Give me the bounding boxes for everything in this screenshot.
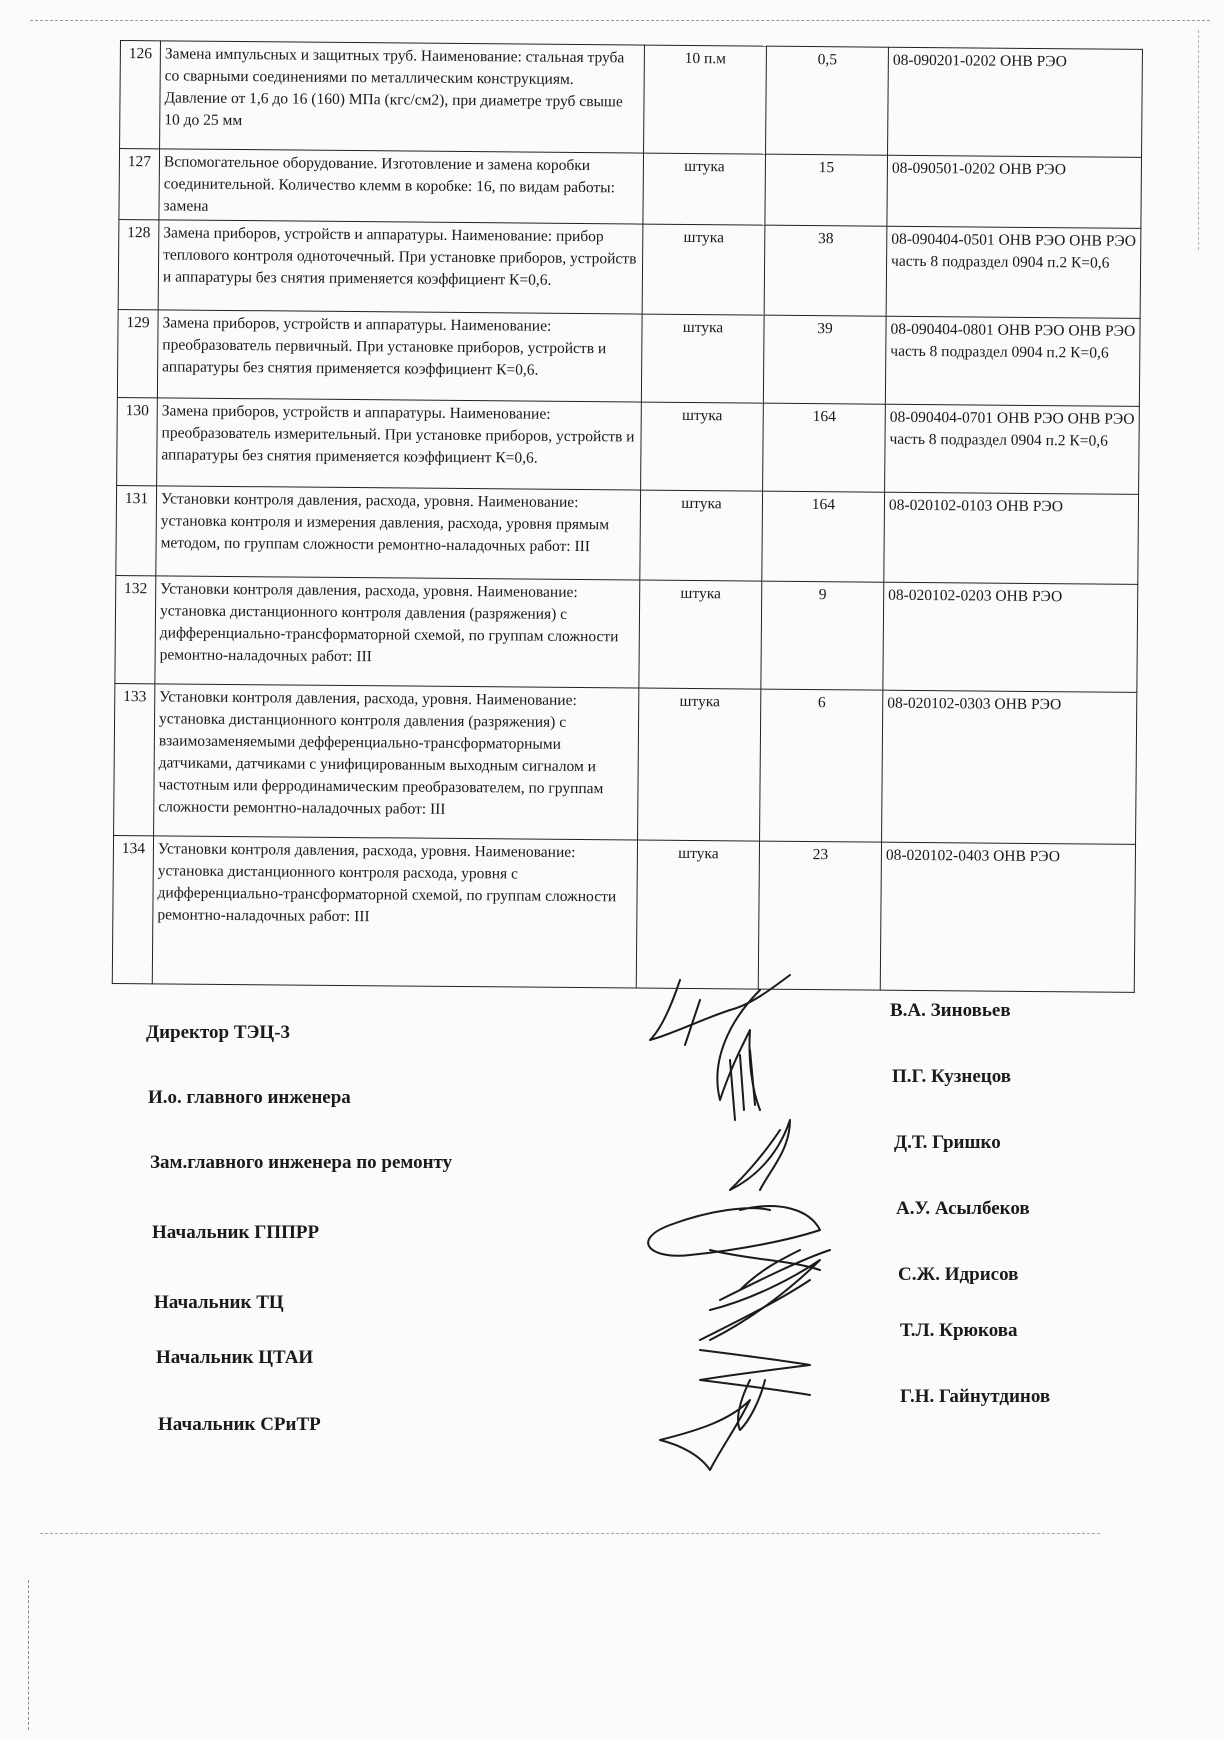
- work-unit: штука: [640, 490, 763, 581]
- table-row: [119, 149, 1142, 229]
- work-unit: штука: [641, 314, 764, 403]
- work-unit: 10 п.м: [644, 45, 767, 154]
- work-unit: штука: [639, 580, 762, 689]
- scan-border-bottom: [40, 1533, 1100, 1534]
- work-quantity: 15: [765, 154, 888, 226]
- table-row: [117, 309, 1140, 406]
- norm-code: 08-020102-0203 ОНВ РЭО: [883, 582, 1138, 692]
- role-head-sritr: Начальник СРиТР: [158, 1414, 321, 1435]
- norm-code: 08-020102-0303 ОНВ РЭО: [882, 690, 1137, 844]
- row-number: 131: [116, 485, 157, 575]
- handwritten-signatures-icon: [640, 960, 900, 1480]
- work-unit: штука: [643, 153, 766, 225]
- person-grishko: Д.Т. Гришко: [894, 1132, 1001, 1153]
- work-name: Замена приборов, устройств и аппаратуры. Наименование: прибор теплового контроля одноточечный. При установке приборов, устройств и аппаратуры без снятия применяется коэффициент К=0,6.: [158, 220, 643, 314]
- table-row: [115, 575, 1138, 692]
- work-quantity: 9: [761, 581, 884, 690]
- table-row: [117, 397, 1140, 494]
- norm-code: 08-090404-0701 ОНВ РЭО ОНВ РЭО часть 8 подраздел 0904 п.2 К=0,6: [885, 404, 1140, 494]
- person-kryukova: Т.Л. Крюкова: [900, 1320, 1018, 1341]
- role-director: Директор ТЭЦ-3: [146, 1022, 291, 1043]
- norm-code: 08-090404-0501 ОНВ РЭО ОНВ РЭО часть 8 подраздел 0904 п.2 К=0,6: [886, 226, 1141, 318]
- work-name: Установки контроля давления, расхода, уровня. Наименование: установка дистанционного контроля расхода, уровня с дифференциально-трансформаторной схемой, по группам сложности ремонтно-наладочных работ: III: [152, 836, 637, 988]
- work-unit: штука: [636, 840, 759, 989]
- person-gainutdinov: Г.Н. Гайнутдинов: [900, 1386, 1051, 1407]
- row-number: 132: [115, 575, 156, 683]
- work-name: Замена приборов, устройств и аппаратуры. Наименование: преобразователь измерительный. При установке приборов, устройств и аппаратуры без снятия применяется коэффициент К=0,6.: [157, 398, 642, 490]
- norm-code: 08-090501-0202 ОНВ РЭО: [887, 155, 1142, 228]
- work-name: Замена импульсных и защитных труб. Наименование: стальная труба со сварными соединениями по металлическим конструкциям. Давление от 1,6 до 16 (160) МПа (кгс/см2), при диаметре труб свыше 10 до 25 мм: [160, 41, 645, 153]
- work-name: Замена приборов, устройств и аппаратуры. Наименование: преобразователь первичный. При установке приборов, устройств и аппаратуры без снятия применяется коэффициент К=0,6.: [157, 310, 642, 402]
- norm-code: 08-090201-0202 ОНВ РЭО: [888, 47, 1143, 157]
- person-kuznetsov: П.Г. Кузнецов: [892, 1066, 1012, 1087]
- role-head-tc: Начальник ТЦ: [154, 1292, 284, 1313]
- work-quantity: 6: [760, 689, 883, 842]
- work-name: Установки контроля давления, расхода, уровня. Наименование: установка дистанционного контроля давления (разряжения) с взаимозаменяемыми дефференциально-трансформаторными датчиками, датчиками с унифицированным выходным сигналом и частотным или ферродинамическим преобразователем, по группам сложности ремонтно-наладочных работ: III: [154, 684, 639, 840]
- table-row: [116, 485, 1139, 584]
- works-table: [112, 40, 1143, 993]
- table-row: [118, 219, 1141, 318]
- person-asylbekov: А.У. Асылбеков: [896, 1198, 1030, 1219]
- row-number: 128: [118, 219, 159, 309]
- work-quantity: 164: [762, 491, 885, 582]
- role-acting-chief-engineer: И.о. главного инженера: [148, 1087, 351, 1108]
- work-quantity: 38: [764, 225, 887, 316]
- table-row: [120, 41, 1143, 158]
- work-quantity: 0,5: [766, 46, 889, 155]
- row-number: 126: [120, 41, 161, 149]
- row-number: 127: [119, 149, 160, 220]
- table-row: [112, 835, 1135, 992]
- work-quantity: 23: [758, 841, 881, 990]
- work-quantity: 39: [763, 315, 886, 404]
- work-unit: штука: [638, 688, 761, 841]
- norm-code: 08-020102-0103 ОНВ РЭО: [884, 492, 1139, 584]
- work-name: Установки контроля давления, расхода, уровня. Наименование: установка дистанционного контроля давления (разряжения) с дифференциально-трансформаторной схемой, по группам сложности ремонтно-наладочных работ: III: [155, 576, 640, 688]
- norm-code: 08-090404-0801 ОНВ РЭО ОНВ РЭО часть 8 подраздел 0904 п.2 К=0,6: [885, 316, 1140, 406]
- work-quantity: 164: [763, 403, 886, 492]
- role-head-gpprr: Начальник ГППРР: [152, 1222, 320, 1243]
- scan-border-left: [28, 1580, 29, 1730]
- scan-border-top: [30, 20, 1210, 21]
- row-number: 129: [117, 309, 158, 397]
- role-deputy-chief-engineer: Зам.главного инженера по ремонту: [150, 1152, 453, 1173]
- work-unit: штука: [641, 402, 764, 491]
- norm-code: 08-020102-0403 ОНВ РЭО: [880, 842, 1135, 992]
- row-number: 130: [117, 397, 158, 485]
- person-idrisov: С.Ж. Идрисов: [898, 1264, 1019, 1285]
- role-head-ctai: Начальник ЦТАИ: [156, 1347, 314, 1368]
- work-name: Вспомогательное оборудование. Изготовление и замена коробки соединительной. Количество клемм в коробке: 16, по видам работы: замена: [159, 149, 644, 224]
- person-zinovyev: В.А. Зиновьев: [890, 1000, 1011, 1021]
- work-name: Установки контроля давления, расхода, уровня. Наименование: установка контроля и измерения давления, расхода, уровня прямым методом, по группам сложности ремонтно-наладочных работ: III: [156, 486, 641, 580]
- row-number: 134: [112, 835, 153, 983]
- scan-border-right: [1198, 30, 1199, 250]
- row-number: 133: [114, 683, 155, 835]
- table-row: [114, 683, 1137, 844]
- work-unit: штука: [642, 224, 765, 315]
